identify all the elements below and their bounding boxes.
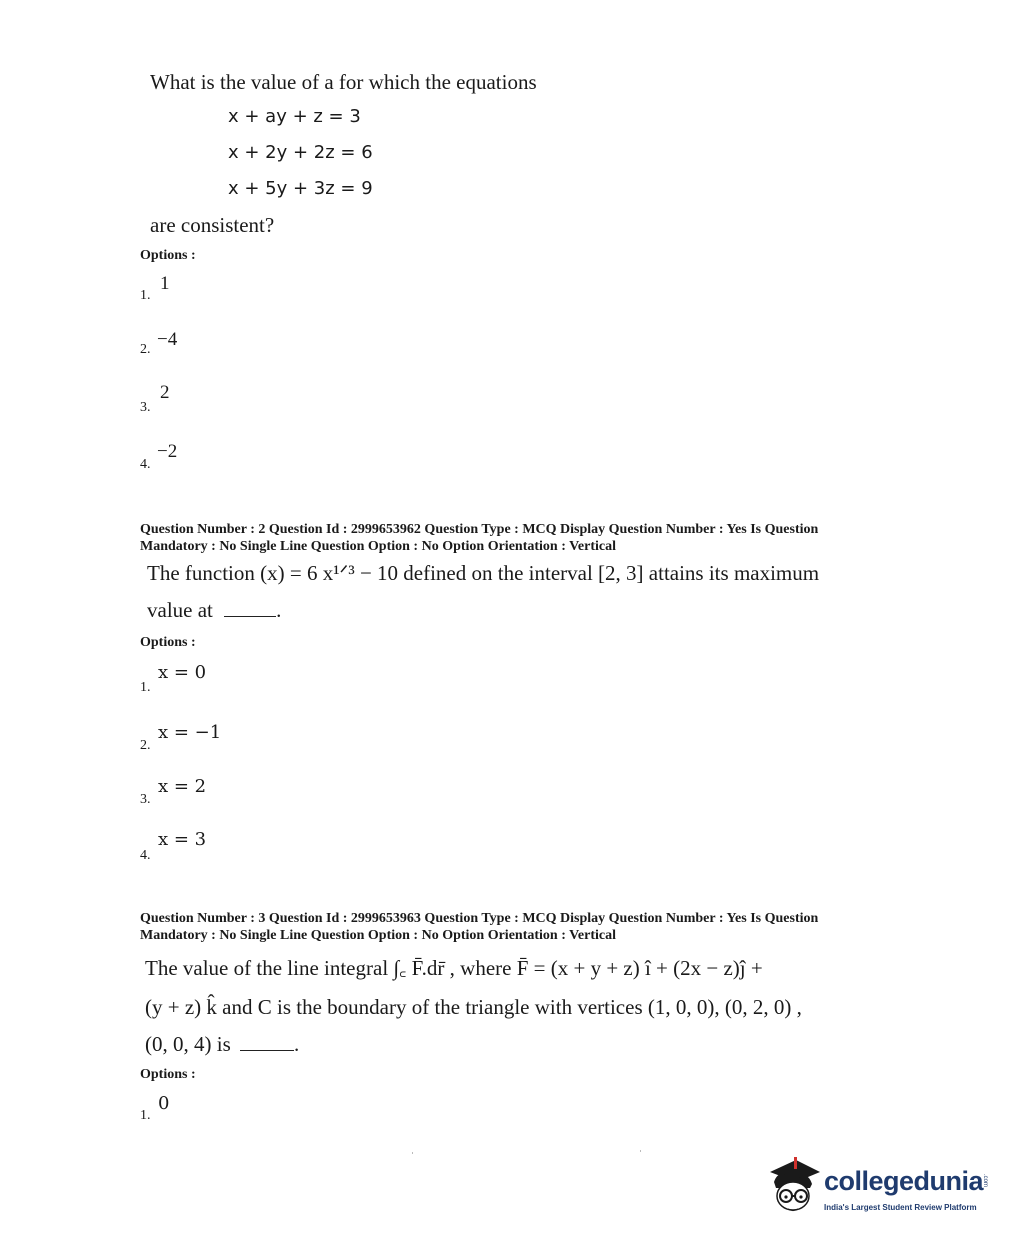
q2-option-1-number: 1. [140, 680, 151, 695]
q3-option-1-number: 1. [140, 1108, 151, 1123]
collegedunia-logo[interactable] [764, 1152, 994, 1222]
q2-meta [140, 521, 900, 555]
q1-option-2-value: −4 [157, 329, 178, 350]
q3-text-line1: The value of the line integral ∫꜀ F̄.dr̄ , where F̄ = (x + y + z) î + (2x − z)ĵ + [145, 956, 763, 980]
q2-text-line2-end: . [276, 598, 282, 622]
q2-option-2-number: 2. [140, 738, 151, 753]
logo-wordmark: collegedunia [824, 1166, 984, 1196]
q1-option-1-number: 1. [140, 288, 151, 303]
q1-text-line2: are consistent? [150, 213, 275, 237]
q2-text-line1: The function (x) = 6 x¹ᐟ³ − 10 defined on the interval [2, 3] attains its maximum [147, 561, 820, 585]
scan-mark-right [640, 1150, 641, 1152]
scan-mark-left [412, 1152, 413, 1154]
q1-option-1-value: 1 [160, 273, 170, 294]
logo-tagline: India's Largest Student Review Platform [824, 1203, 977, 1212]
q2-options-label: Options : [140, 635, 196, 650]
q1-option-4-value: −2 [157, 441, 178, 462]
q3-option-1-value: 0 [158, 1093, 170, 1114]
q2-meta-line2: Mandatory : No Single Line Question Option : No Option Orientation : Vertical [140, 539, 617, 554]
q3-meta [140, 910, 900, 944]
q3-text-line3-prefix: (0, 0, 4) is [145, 1032, 231, 1056]
q1-equation-1: x + ay + z = 3 [228, 106, 361, 127]
q1-option-3-number: 3. [140, 400, 151, 415]
q1-text-line1: What is the value of a for which the equations [150, 70, 537, 94]
q2-text-line2-prefix: value at [147, 598, 213, 622]
logo-domain-suffix: .com [982, 1174, 988, 1188]
q2-answer-blank [224, 616, 276, 617]
q3-meta-line1: Question Number : 3 Question Id : 2999653963 Question Type : MCQ Display Question Number : Yes Is Question [140, 911, 819, 926]
q3-text-line3-end: . [294, 1032, 300, 1056]
q3-text-line3 [145, 1032, 299, 1057]
mascot-icon [764, 1154, 822, 1220]
q1-equation-3: x + 5y + 3z = 9 [228, 178, 373, 199]
q3-meta-line2: Mandatory : No Single Line Question Option : No Option Orientation : Vertical [140, 928, 617, 943]
q2-meta-line1: Question Number : 2 Question Id : 2999653962 Question Type : MCQ Display Question Number : Yes Is Question [140, 522, 819, 537]
q3-answer-blank [240, 1050, 294, 1051]
q1-options-label: Options : [140, 248, 196, 263]
q2-option-1-value: x = 0 [158, 662, 207, 683]
q3-options-label: Options : [140, 1067, 196, 1082]
q1-option-4-number: 4. [140, 457, 151, 472]
q2-option-4-number: 4. [140, 848, 151, 863]
q1-option-3-value: 2 [160, 382, 170, 403]
q2-option-3-number: 3. [140, 792, 151, 807]
q2-option-4-value: x = 3 [158, 829, 207, 850]
q2-text-line2 [147, 598, 281, 623]
q2-option-2-value: x = −1 [158, 722, 222, 743]
q1-option-2-number: 2. [140, 342, 151, 357]
q2-option-3-value: x = 2 [158, 776, 207, 797]
q1-equation-2: x + 2y + 2z = 6 [228, 142, 373, 163]
q3-text-line2: (y + z) k̂ and C is the boundary of the triangle with vertices (1, 0, 0), (0, 2, 0) , [145, 995, 802, 1019]
